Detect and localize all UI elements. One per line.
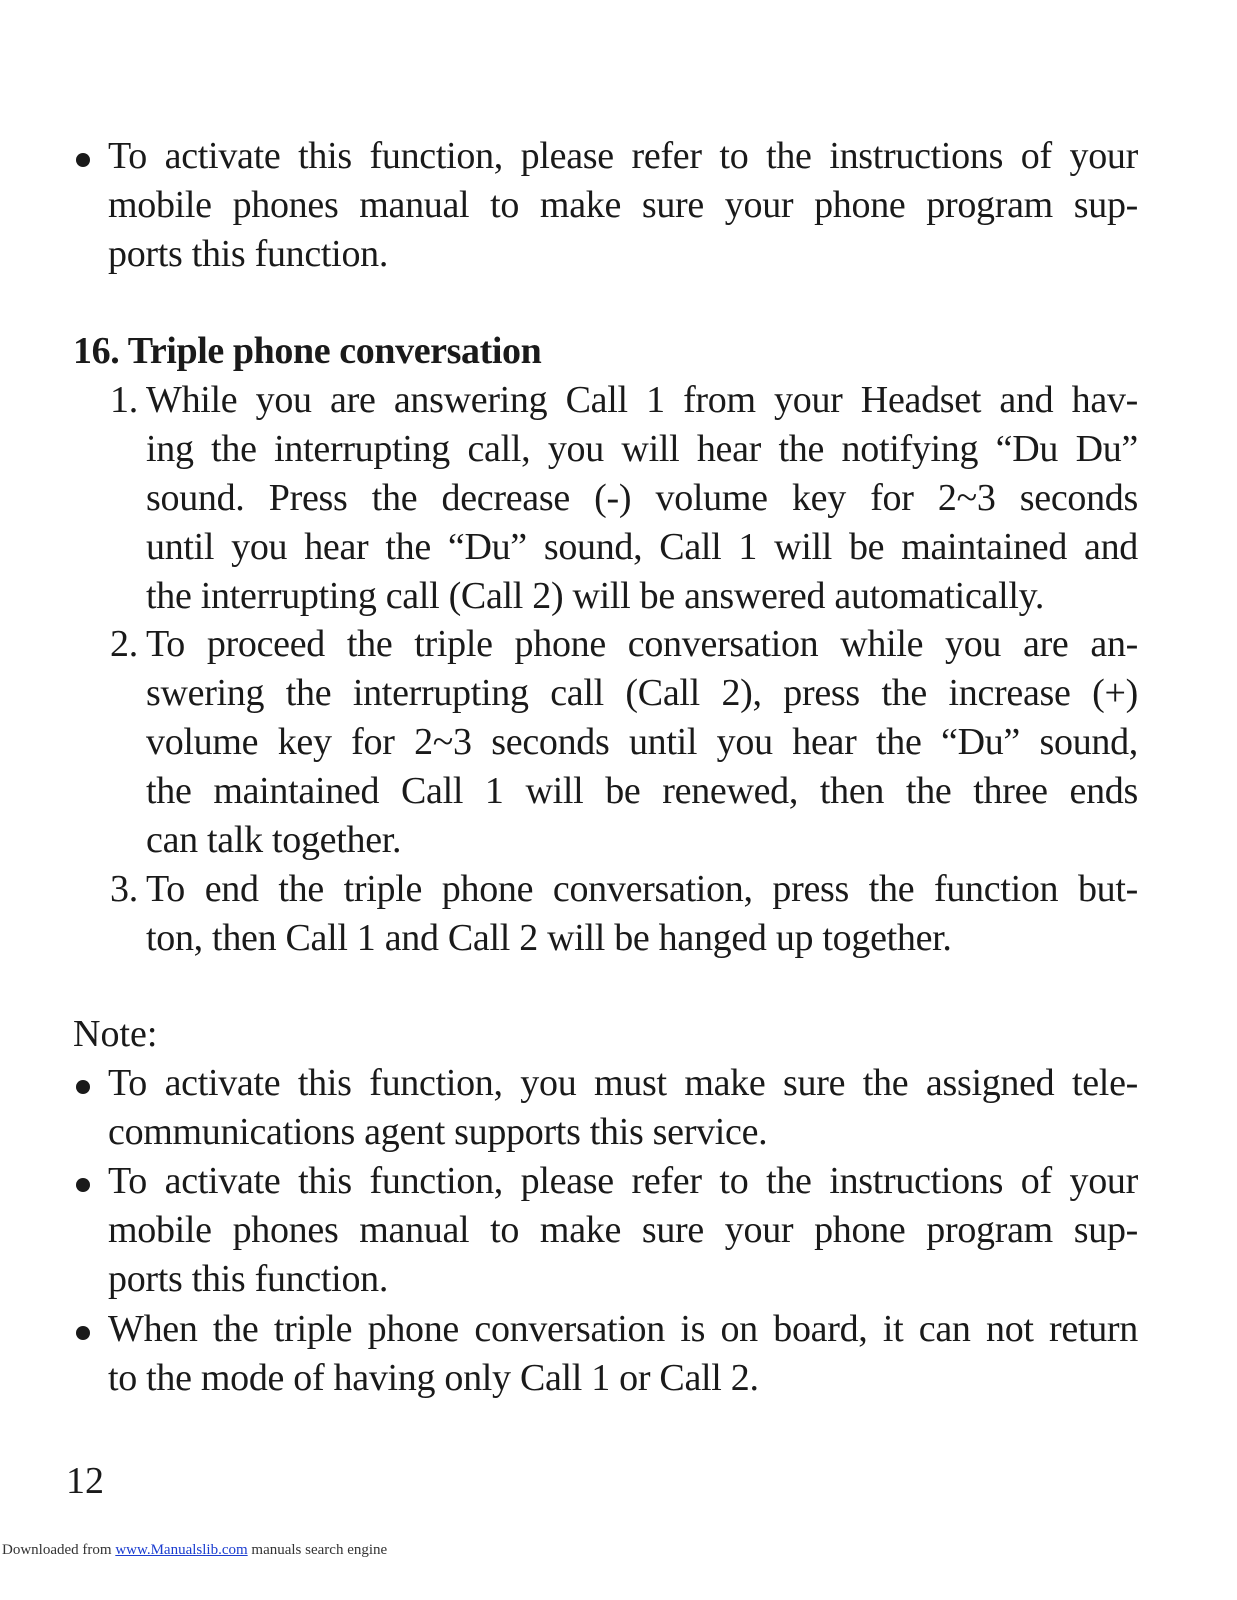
step-2-line-3: volume key for 2~3 seconds until you hear the “Du” sound, (146, 721, 1138, 763)
top-bullet-line-2: mobile phones manual to make sure your phone program sup- (108, 184, 1138, 226)
footer-suffix: manuals search engine (247, 1542, 388, 1558)
note-bullet-1-line-2: communications agent supports this service. (108, 1111, 768, 1153)
note-label: Note: (73, 1013, 158, 1055)
step-number: 1. (110, 379, 138, 421)
note-bullet-2-line-2: mobile phones manual to make sure your phone program sup- (108, 1209, 1138, 1251)
bullet-icon (76, 153, 90, 167)
step-number: 2. (110, 623, 138, 665)
step-1-line-1: While you are answering Call 1 from your Headset and hav- (146, 379, 1138, 421)
step-2-line-5: can talk together. (146, 819, 402, 861)
note-bullet-3-line-1: When the triple phone conversation is on board, it can not return (108, 1308, 1138, 1350)
note-bullet-3-line-2: to the mode of having only Call 1 or Call 2. (108, 1357, 759, 1399)
step-number: 3. (110, 868, 138, 910)
note-bullet-1-line-1: To activate this function, you must make sure the assigned tele- (108, 1062, 1138, 1104)
section-heading: 16. Triple phone conversation (73, 330, 542, 372)
page-number: 12 (66, 1460, 104, 1502)
bullet-icon (76, 1326, 90, 1340)
step-3-line-2: ton, then Call 1 and Call 2 will be hanged up together. (146, 917, 952, 959)
manualslib-link[interactable]: www.Manualslib.com (115, 1542, 248, 1558)
top-bullet-line-1: To activate this function, please refer to the instructions of your (108, 135, 1138, 177)
step-1-line-3: sound. Press the decrease (-) volume key for 2~3 seconds (146, 477, 1138, 519)
top-bullet-line-3: ports this function. (108, 233, 389, 275)
step-3-line-1: To end the triple phone conversation, press the function but- (146, 868, 1138, 910)
note-bullet-2-line-3: ports this function. (108, 1258, 389, 1300)
download-footer (2, 1540, 387, 1560)
note-bullet-2-line-1: To activate this function, please refer to the instructions of your (108, 1160, 1138, 1202)
footer-prefix: Downloaded from (2, 1542, 116, 1558)
bullet-icon (76, 1080, 90, 1094)
step-2-line-4: the maintained Call 1 will be renewed, then the three ends (146, 770, 1138, 812)
step-1-line-2: ing the interrupting call, you will hear the notifying “Du Du” (146, 428, 1138, 470)
bullet-icon (76, 1178, 90, 1192)
step-1-line-4: until you hear the “Du” sound, Call 1 will be maintained and (146, 526, 1138, 568)
step-1-line-5: the interrupting call (Call 2) will be answered automatically. (146, 575, 1045, 617)
step-2-line-1: To proceed the triple phone conversation while you are an- (146, 623, 1138, 665)
step-2-line-2: swering the interrupting call (Call 2), press the increase (+) (146, 672, 1138, 714)
